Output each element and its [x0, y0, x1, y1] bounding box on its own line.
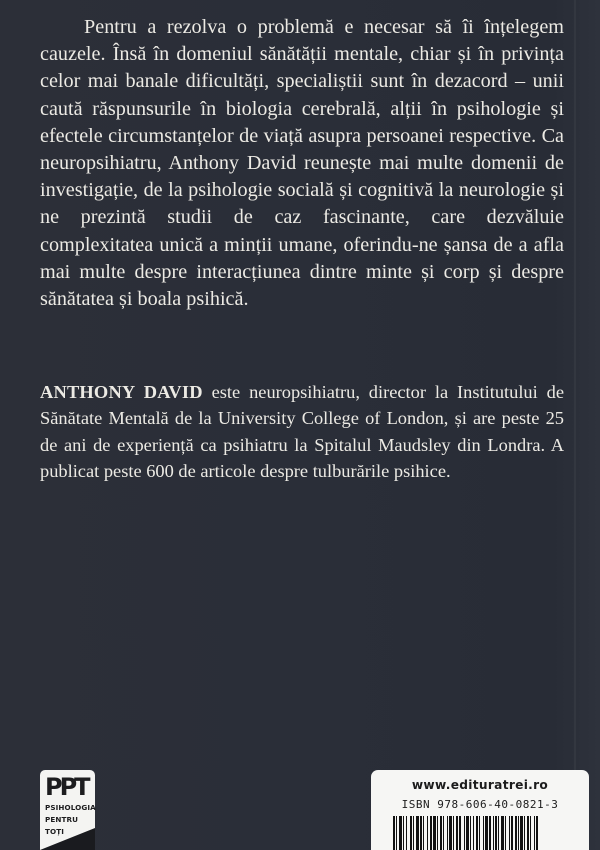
blurb-text: Pentru a rezolva o problemă e necesar să îi înțelegem cauzele. Însă în domeniul sănătății mentale, chiar și în privința celor mai banale dificultăți, specialiștii sunt în dezacord – unii caută răspunsurile în biologia cerebrală, alții în psihologie și efectele circumstanțelor de viață asupra persoanei respective. Ca neuropsihiatru, Anthony David reunește mai multe domenii de investigație, de la psihologie socială și cognitivă la neurologie și ne prezintă studii de caz fascinante, care dezvăluie complexitatea unică a minții umane, oferindu-ne șansa de a afla mai multe despre interacțiunea dintre minte și corp și despre sănătatea și boala psihică. [40, 16, 564, 311]
author-name: ANTHONY DAVID [40, 382, 203, 402]
ppt-logo [40, 770, 95, 850]
publisher-url: www.edituratrei.ro [411, 778, 549, 792]
logo-mark: PPT [45, 773, 88, 801]
logo-series-name: PSIHOLOGIA PENTRU TOȚI [45, 803, 96, 836]
isbn-label [371, 770, 589, 850]
spine-edge [574, 0, 576, 850]
barcode-icon [393, 816, 567, 850]
blurb-paragraph [40, 14, 564, 313]
author-bio-text: este neuropsihiatru, director la Institutului de Sănătate Mentală de la University College of London, și are peste 25 de ani de experiență ca psihiatru la Spitalul Maudsley din Londra. A publicat peste 600 de articole despre tulburările psihice. [40, 382, 564, 482]
author-bio [40, 379, 564, 485]
isbn-number: ISBN 978-606-40-0821-3 [401, 798, 559, 811]
